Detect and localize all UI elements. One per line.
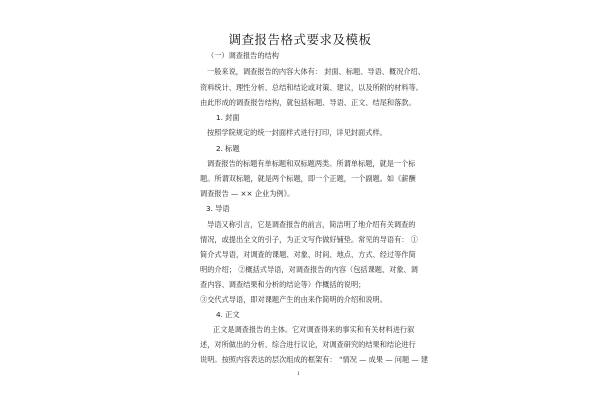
paragraph-line: 调查报告的标题有单标题和双标题两类。所谓单标题，就是一个标 [207, 159, 416, 168]
paragraph-line: 明的介绍； ②概括式导语，对调查报告的内容（包括课题、对象、调 [200, 265, 418, 274]
heading-body: 4. 正文 [216, 310, 240, 319]
paragraph-line: 说明。按照内容表达的层次组成的框架有： “情况 — 成果 — 问题 — 建 [200, 355, 429, 364]
paragraph-line: 按照学院规定的统一封面样式进行打印，详见封面式样。 [207, 128, 387, 137]
paragraph-line: 情况，或提出全文的引子，为正文写作做好铺垫。常见的导语有： ① [200, 235, 418, 244]
paragraph-line: 简介式导语，对调查的课题、对象、时间、地点、方式、经过等作简 [200, 250, 416, 259]
paragraph-line: 由此形成的调查报告结构，就包括标题、导语、正文、结尾和落款。 [200, 98, 416, 107]
paragraph-line: 资料统计、理性分析、总结和结论或对策、建议，以及所附的材料等。 [200, 83, 423, 92]
heading-title: 2. 标题 [216, 144, 240, 153]
heading-intro: 3. 导语 [206, 204, 230, 213]
section-heading-structure: （一）调查报告的结构 [207, 51, 279, 60]
paragraph-line: ③交代式导语，即对课题产生的由来作简明的介绍和说明。 [200, 295, 387, 304]
paragraph-line: 正文是调查报告的主体。它对调查得来的事实和有关材料进行叙 [213, 325, 415, 334]
document-title: 调查报告格式要求及模板 [228, 32, 372, 47]
paragraph-line: 一般来说，调查报告的内容大体有： 封面、标题、导语、概况介绍、 [207, 67, 425, 76]
paragraph-line: 调查报告 — ×× 企业为例》。 [200, 189, 295, 198]
paragraph-line: 题。所谓双标题，就是两个标题，即一个正题，一个副题。如《薪酬 [200, 174, 416, 183]
paragraph-line: 导语又称引言，它是调查报告的前言，简洁明了地介绍有关调查的 [207, 220, 416, 229]
paragraph-line: 述，对所做出的分析、综合进行议论，对调查研究的结果和结论进行 [200, 340, 416, 349]
page-number: 1 [297, 371, 301, 377]
heading-cover: 1. 封面 [216, 113, 240, 122]
paragraph-line: 查内容、调查结果和分析的结论等）作概括的说明； [200, 280, 366, 289]
